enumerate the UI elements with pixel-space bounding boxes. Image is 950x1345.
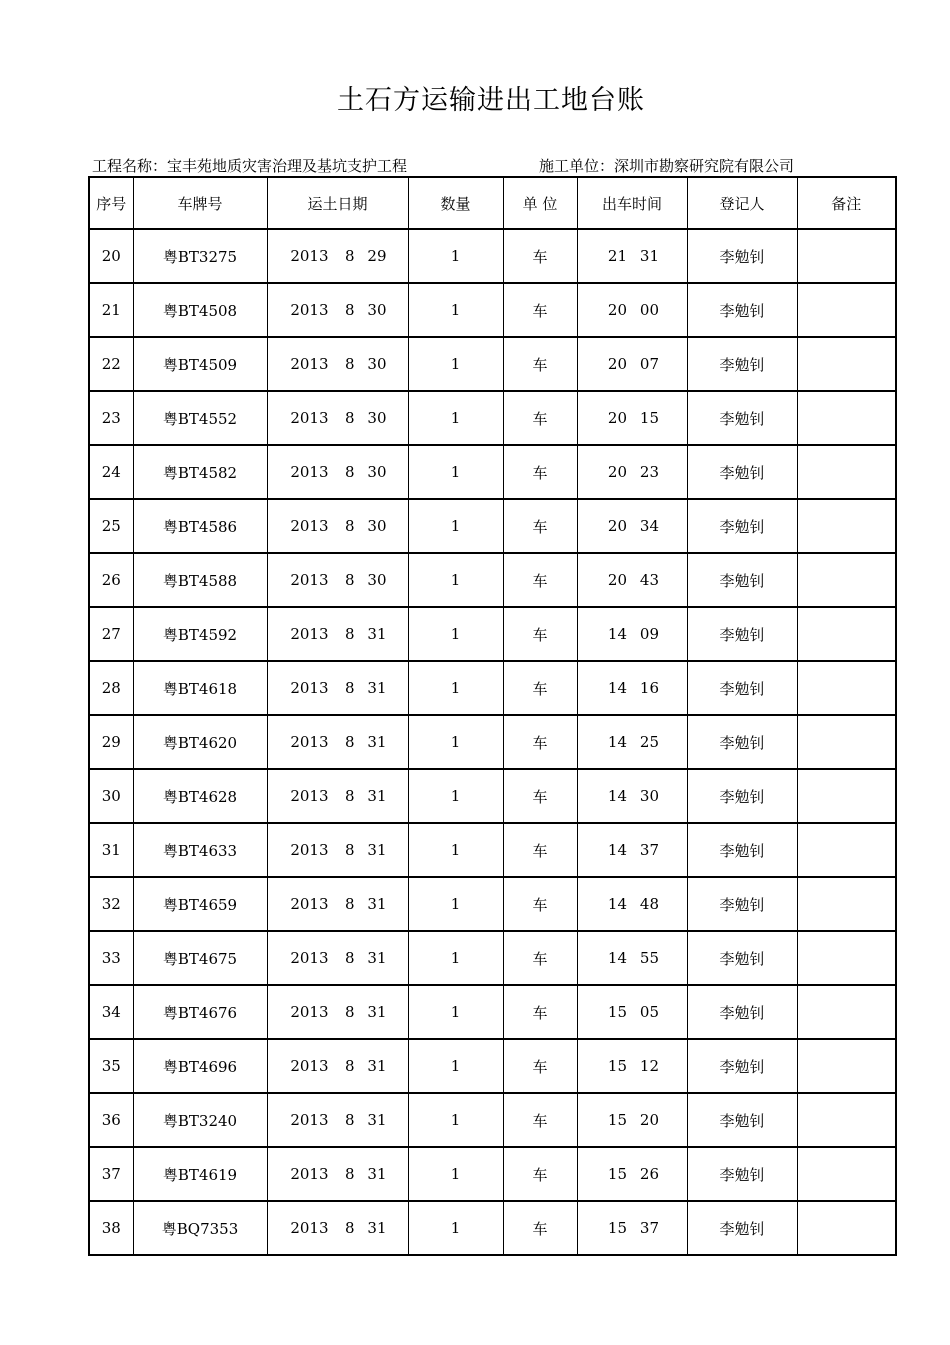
cell-registrar: 李勉钊 (687, 283, 797, 337)
cell-unit: 车 (503, 607, 577, 661)
time-hour: 14 (607, 733, 627, 751)
time-hour: 20 (607, 571, 627, 589)
cell-quantity: 1 (408, 715, 503, 769)
cell-remarks (797, 931, 896, 985)
cell-transport-date (267, 229, 408, 283)
date-year: 2013 (290, 787, 329, 805)
cell-plate-number: 粤BQ7353 (133, 1201, 267, 1255)
time-minute: 37 (639, 841, 659, 859)
cell-departure-time (577, 553, 687, 607)
cell-quantity: 1 (408, 1201, 503, 1255)
cell-serial-no: 29 (89, 715, 133, 769)
time-hour: 14 (607, 949, 627, 967)
cell-transport-date (267, 823, 408, 877)
cell-registrar: 李勉钊 (687, 823, 797, 877)
time-minute: 23 (639, 463, 659, 481)
cell-quantity: 1 (408, 229, 503, 283)
cell-transport-date (267, 661, 408, 715)
cell-departure-time (577, 661, 687, 715)
date-day: 30 (367, 463, 387, 481)
cell-departure-time (577, 607, 687, 661)
cell-registrar: 李勉钊 (687, 1147, 797, 1201)
table-row (89, 337, 896, 391)
cell-departure-time (577, 877, 687, 931)
cell-quantity: 1 (408, 499, 503, 553)
cell-plate-number: 粤BT4675 (133, 931, 267, 985)
date-year: 2013 (290, 625, 329, 643)
cell-quantity: 1 (408, 337, 503, 391)
date-day: 30 (367, 571, 387, 589)
cell-transport-date (267, 1039, 408, 1093)
date-month: 8 (344, 571, 355, 589)
date-day: 31 (367, 733, 387, 751)
cell-quantity: 1 (408, 661, 503, 715)
cell-serial-no: 33 (89, 931, 133, 985)
cell-serial-no: 20 (89, 229, 133, 283)
cell-unit: 车 (503, 715, 577, 769)
cell-serial-no: 31 (89, 823, 133, 877)
date-year: 2013 (290, 1165, 329, 1183)
date-day: 30 (367, 517, 387, 535)
header-serial-no: 序号 (89, 177, 133, 229)
cell-quantity: 1 (408, 1093, 503, 1147)
cell-transport-date (267, 283, 408, 337)
time-hour: 14 (607, 787, 627, 805)
cell-quantity: 1 (408, 553, 503, 607)
time-hour: 14 (607, 625, 627, 643)
cell-serial-no: 35 (89, 1039, 133, 1093)
date-year: 2013 (290, 1057, 329, 1075)
date-year: 2013 (290, 301, 329, 319)
cell-remarks (797, 823, 896, 877)
time-hour: 20 (607, 355, 627, 373)
table-row (89, 445, 896, 499)
cell-plate-number: 粤BT4633 (133, 823, 267, 877)
cell-transport-date (267, 499, 408, 553)
cell-quantity: 1 (408, 985, 503, 1039)
date-month: 8 (344, 679, 355, 697)
date-month: 8 (344, 841, 355, 859)
time-minute: 16 (639, 679, 659, 697)
ledger-table (88, 176, 897, 1256)
cell-plate-number: 粤BT4588 (133, 553, 267, 607)
date-month: 8 (344, 1165, 355, 1183)
time-hour: 15 (607, 1165, 627, 1183)
time-hour: 15 (607, 1057, 627, 1075)
cell-remarks (797, 661, 896, 715)
cell-unit: 车 (503, 1201, 577, 1255)
cell-serial-no: 34 (89, 985, 133, 1039)
time-minute: 07 (639, 355, 659, 373)
cell-transport-date (267, 769, 408, 823)
cell-remarks (797, 1093, 896, 1147)
header-registrar: 登记人 (687, 177, 797, 229)
date-month: 8 (344, 1111, 355, 1129)
time-hour: 21 (607, 247, 627, 265)
header-remarks: 备注 (797, 177, 896, 229)
cell-quantity: 1 (408, 283, 503, 337)
date-day: 31 (367, 1003, 387, 1021)
date-year: 2013 (290, 949, 329, 967)
date-day: 31 (367, 1219, 387, 1237)
time-minute: 34 (639, 517, 659, 535)
time-hour: 14 (607, 895, 627, 913)
cell-registrar: 李勉钊 (687, 769, 797, 823)
date-year: 2013 (290, 1111, 329, 1129)
date-month: 8 (344, 409, 355, 427)
cell-transport-date (267, 337, 408, 391)
cell-plate-number: 粤BT4582 (133, 445, 267, 499)
cell-unit: 车 (503, 1039, 577, 1093)
cell-transport-date (267, 553, 408, 607)
table-row (89, 1093, 896, 1147)
cell-remarks (797, 769, 896, 823)
date-month: 8 (344, 787, 355, 805)
time-minute: 26 (639, 1165, 659, 1183)
date-year: 2013 (290, 247, 329, 265)
date-year: 2013 (290, 895, 329, 913)
date-year: 2013 (290, 679, 329, 697)
time-minute: 15 (639, 409, 659, 427)
time-hour: 15 (607, 1003, 627, 1021)
cell-serial-no: 37 (89, 1147, 133, 1201)
time-hour: 20 (607, 463, 627, 481)
time-minute: 25 (639, 733, 659, 751)
cell-plate-number: 粤BT4628 (133, 769, 267, 823)
table-row (89, 607, 896, 661)
cell-remarks (797, 607, 896, 661)
cell-remarks (797, 985, 896, 1039)
cell-serial-no: 25 (89, 499, 133, 553)
date-day: 31 (367, 841, 387, 859)
table-row (89, 1147, 896, 1201)
time-hour: 14 (607, 679, 627, 697)
cell-quantity: 1 (408, 1039, 503, 1093)
cell-registrar: 李勉钊 (687, 337, 797, 391)
cell-departure-time (577, 445, 687, 499)
date-month: 8 (344, 625, 355, 643)
date-month: 8 (344, 1057, 355, 1075)
cell-registrar: 李勉钊 (687, 607, 797, 661)
time-hour: 14 (607, 841, 627, 859)
time-minute: 20 (639, 1111, 659, 1129)
cell-departure-time (577, 985, 687, 1039)
cell-departure-time (577, 1093, 687, 1147)
cell-registrar: 李勉钊 (687, 1201, 797, 1255)
date-month: 8 (344, 733, 355, 751)
date-day: 29 (367, 247, 387, 265)
date-year: 2013 (290, 355, 329, 373)
cell-remarks (797, 283, 896, 337)
cell-plate-number: 粤BT4618 (133, 661, 267, 715)
cell-unit: 车 (503, 877, 577, 931)
cell-unit: 车 (503, 823, 577, 877)
cell-registrar: 李勉钊 (687, 1039, 797, 1093)
time-minute: 12 (639, 1057, 659, 1075)
time-minute: 37 (639, 1219, 659, 1237)
cell-unit: 车 (503, 985, 577, 1039)
cell-registrar: 李勉钊 (687, 985, 797, 1039)
date-day: 31 (367, 949, 387, 967)
cell-transport-date (267, 715, 408, 769)
cell-registrar: 李勉钊 (687, 499, 797, 553)
time-minute: 31 (639, 247, 659, 265)
cell-registrar: 李勉钊 (687, 229, 797, 283)
cell-departure-time (577, 229, 687, 283)
cell-departure-time (577, 499, 687, 553)
cell-remarks (797, 1201, 896, 1255)
table-row (89, 823, 896, 877)
table-row (89, 877, 896, 931)
table-row (89, 391, 896, 445)
cell-unit: 车 (503, 445, 577, 499)
cell-serial-no: 32 (89, 877, 133, 931)
cell-departure-time (577, 823, 687, 877)
cell-registrar: 李勉钊 (687, 445, 797, 499)
date-day: 31 (367, 1165, 387, 1183)
cell-transport-date (267, 607, 408, 661)
cell-remarks (797, 229, 896, 283)
table-row (89, 661, 896, 715)
date-year: 2013 (290, 1219, 329, 1237)
project-name-label: 工程名称：宝丰苑地质灾害治理及基坑支护工程 (92, 157, 408, 175)
date-day: 30 (367, 409, 387, 427)
table-row (89, 715, 896, 769)
cell-plate-number: 粤BT3240 (133, 1093, 267, 1147)
cell-plate-number: 粤BT4619 (133, 1147, 267, 1201)
date-month: 8 (344, 949, 355, 967)
cell-departure-time (577, 1039, 687, 1093)
cell-remarks (797, 337, 896, 391)
date-day: 30 (367, 355, 387, 373)
cell-plate-number: 粤BT4552 (133, 391, 267, 445)
date-year: 2013 (290, 571, 329, 589)
cell-serial-no: 36 (89, 1093, 133, 1147)
cell-serial-no: 28 (89, 661, 133, 715)
cell-serial-no: 38 (89, 1201, 133, 1255)
date-year: 2013 (290, 733, 329, 751)
cell-departure-time (577, 391, 687, 445)
time-hour: 15 (607, 1111, 627, 1129)
cell-unit: 车 (503, 661, 577, 715)
cell-plate-number: 粤BT4592 (133, 607, 267, 661)
cell-registrar: 李勉钊 (687, 877, 797, 931)
date-day: 31 (367, 679, 387, 697)
cell-remarks (797, 1039, 896, 1093)
cell-registrar: 李勉钊 (687, 931, 797, 985)
date-day: 31 (367, 625, 387, 643)
cell-serial-no: 26 (89, 553, 133, 607)
table-row (89, 499, 896, 553)
time-minute: 00 (639, 301, 659, 319)
cell-registrar: 李勉钊 (687, 1093, 797, 1147)
table-row (89, 1201, 896, 1255)
cell-transport-date (267, 1147, 408, 1201)
cell-plate-number: 粤BT4586 (133, 499, 267, 553)
cell-unit: 车 (503, 337, 577, 391)
cell-departure-time (577, 337, 687, 391)
cell-remarks (797, 499, 896, 553)
cell-quantity: 1 (408, 877, 503, 931)
cell-registrar: 李勉钊 (687, 553, 797, 607)
cell-plate-number: 粤BT4620 (133, 715, 267, 769)
cell-transport-date (267, 1201, 408, 1255)
time-minute: 43 (639, 571, 659, 589)
time-hour: 15 (607, 1219, 627, 1237)
cell-unit: 车 (503, 1147, 577, 1201)
cell-unit: 车 (503, 391, 577, 445)
date-month: 8 (344, 895, 355, 913)
date-month: 8 (344, 463, 355, 481)
cell-transport-date (267, 985, 408, 1039)
cell-serial-no: 22 (89, 337, 133, 391)
date-month: 8 (344, 247, 355, 265)
cell-departure-time (577, 283, 687, 337)
cell-transport-date (267, 391, 408, 445)
time-minute: 48 (639, 895, 659, 913)
header-transport-date: 运土日期 (267, 177, 408, 229)
table-row (89, 931, 896, 985)
date-day: 31 (367, 895, 387, 913)
cell-unit: 车 (503, 499, 577, 553)
cell-departure-time (577, 769, 687, 823)
cell-departure-time (577, 715, 687, 769)
cell-remarks (797, 877, 896, 931)
cell-unit: 车 (503, 553, 577, 607)
time-minute: 09 (639, 625, 659, 643)
cell-remarks (797, 715, 896, 769)
date-day: 31 (367, 787, 387, 805)
cell-serial-no: 21 (89, 283, 133, 337)
cell-departure-time (577, 931, 687, 985)
table-row (89, 1039, 896, 1093)
date-month: 8 (344, 355, 355, 373)
ledger-body (89, 229, 896, 1255)
cell-quantity: 1 (408, 391, 503, 445)
date-month: 8 (344, 517, 355, 535)
cell-plate-number: 粤BT4659 (133, 877, 267, 931)
cell-remarks (797, 445, 896, 499)
date-month: 8 (344, 1003, 355, 1021)
cell-transport-date (267, 445, 408, 499)
date-year: 2013 (290, 841, 329, 859)
cell-remarks (797, 391, 896, 445)
date-month: 8 (344, 301, 355, 319)
date-month: 8 (344, 1219, 355, 1237)
cell-plate-number: 粤BT4508 (133, 283, 267, 337)
cell-registrar: 李勉钊 (687, 391, 797, 445)
cell-plate-number: 粤BT4509 (133, 337, 267, 391)
cell-remarks (797, 1147, 896, 1201)
cell-unit: 车 (503, 1093, 577, 1147)
time-hour: 20 (607, 409, 627, 427)
table-row (89, 229, 896, 283)
cell-transport-date (267, 931, 408, 985)
table-row (89, 769, 896, 823)
cell-departure-time (577, 1147, 687, 1201)
table-row (89, 985, 896, 1039)
cell-unit: 车 (503, 283, 577, 337)
header-unit: 单 位 (503, 177, 577, 229)
date-day: 30 (367, 301, 387, 319)
cell-unit: 车 (503, 769, 577, 823)
date-day: 31 (367, 1057, 387, 1075)
header-plate-number: 车牌号 (133, 177, 267, 229)
cell-registrar: 李勉钊 (687, 661, 797, 715)
cell-serial-no: 24 (89, 445, 133, 499)
table-row (89, 283, 896, 337)
cell-quantity: 1 (408, 931, 503, 985)
page-title: 土石方运输进出工地台账 (337, 85, 645, 116)
cell-quantity: 1 (408, 823, 503, 877)
cell-transport-date (267, 877, 408, 931)
time-minute: 05 (639, 1003, 659, 1021)
header-departure-time: 出车时间 (577, 177, 687, 229)
cell-unit: 车 (503, 229, 577, 283)
time-minute: 55 (639, 949, 659, 967)
cell-quantity: 1 (408, 1147, 503, 1201)
cell-transport-date (267, 1093, 408, 1147)
date-year: 2013 (290, 409, 329, 427)
cell-plate-number: 粤BT3275 (133, 229, 267, 283)
construction-company-label: 施工单位：深圳市勘察研究院有限公司 (539, 157, 795, 175)
cell-serial-no: 27 (89, 607, 133, 661)
date-day: 31 (367, 1111, 387, 1129)
cell-serial-no: 30 (89, 769, 133, 823)
cell-plate-number: 粤BT4676 (133, 985, 267, 1039)
cell-quantity: 1 (408, 445, 503, 499)
cell-unit: 车 (503, 931, 577, 985)
time-hour: 20 (607, 301, 627, 319)
cell-plate-number: 粤BT4696 (133, 1039, 267, 1093)
time-minute: 30 (639, 787, 659, 805)
date-year: 2013 (290, 517, 329, 535)
header-quantity: 数量 (408, 177, 503, 229)
cell-remarks (797, 553, 896, 607)
cell-serial-no: 23 (89, 391, 133, 445)
cell-registrar: 李勉钊 (687, 715, 797, 769)
table-header-row (89, 177, 896, 229)
table-row (89, 553, 896, 607)
cell-quantity: 1 (408, 607, 503, 661)
time-hour: 20 (607, 517, 627, 535)
cell-departure-time (577, 1201, 687, 1255)
date-year: 2013 (290, 1003, 329, 1021)
date-year: 2013 (290, 463, 329, 481)
cell-quantity: 1 (408, 769, 503, 823)
